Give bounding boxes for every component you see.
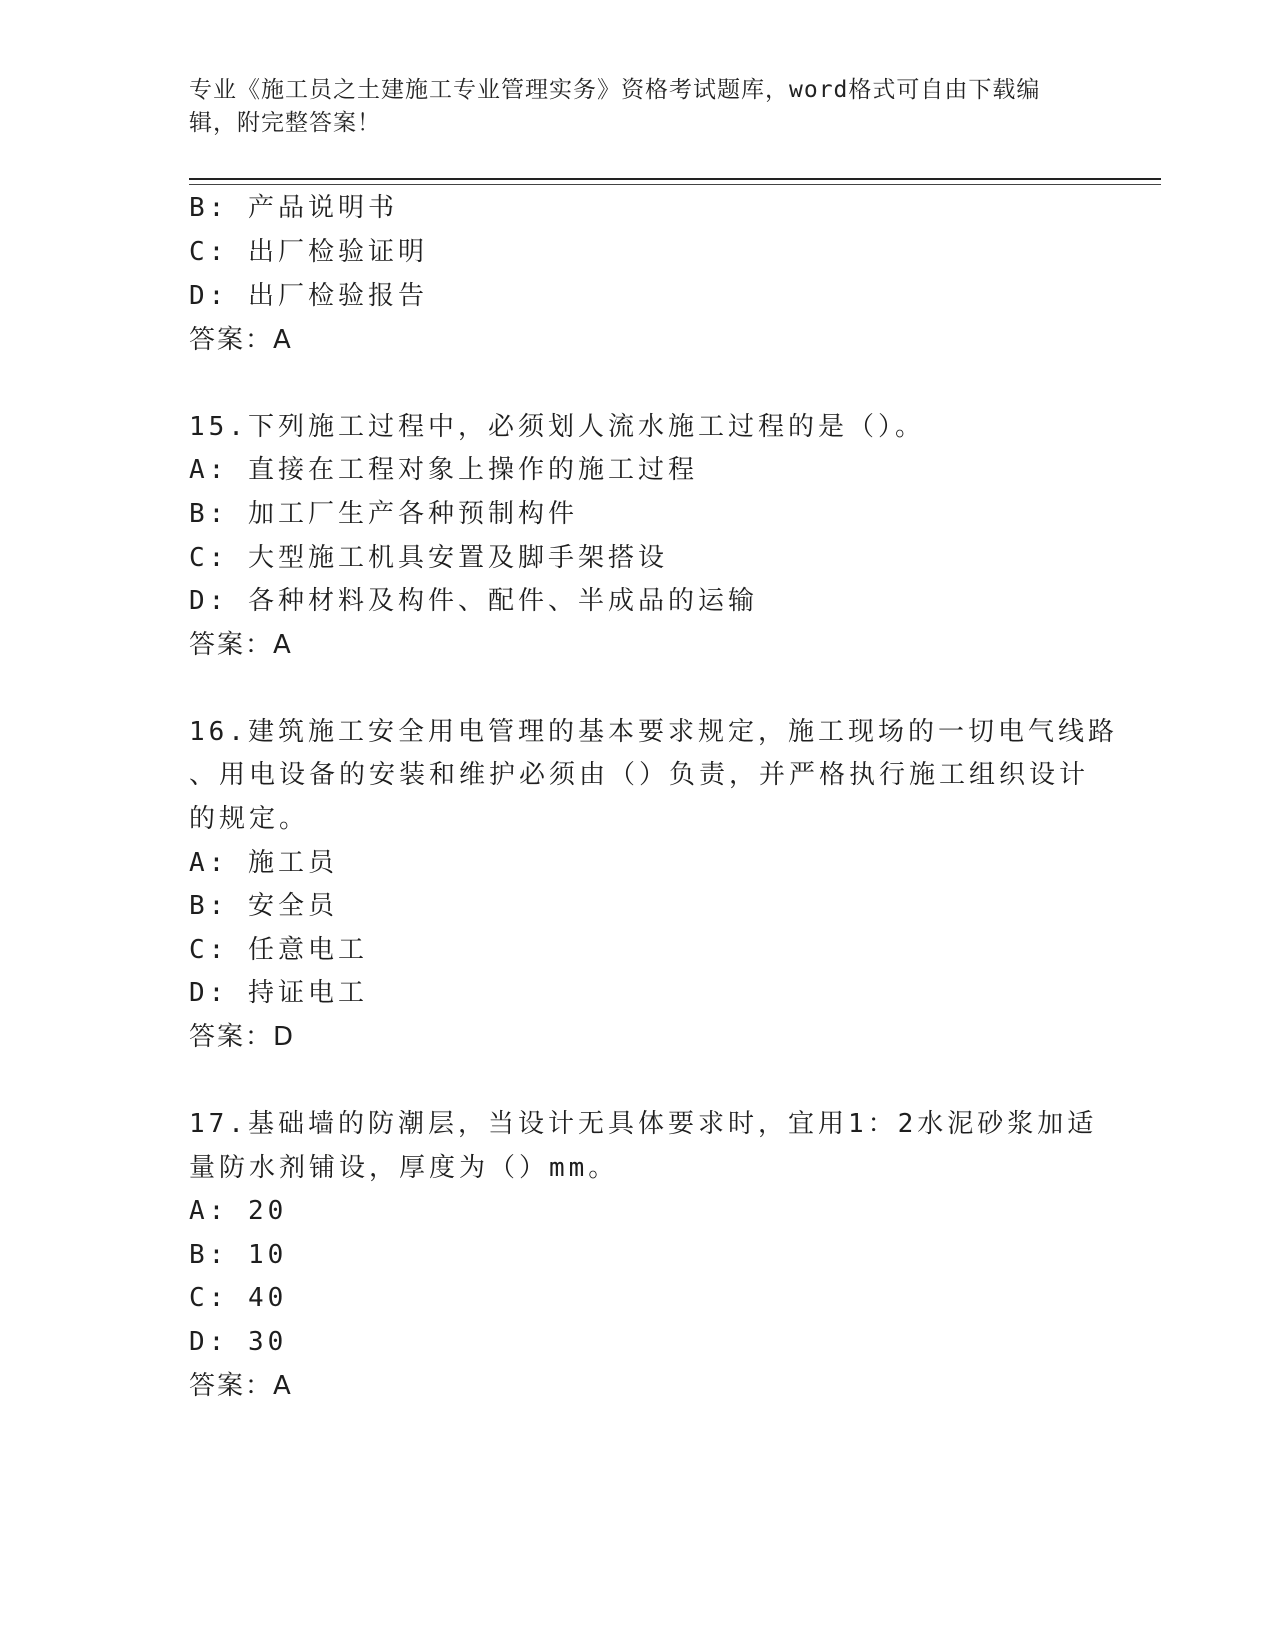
- q14-answer: 答案：A: [189, 325, 293, 355]
- q16-option-c: C: 任意电工: [189, 935, 368, 965]
- header-line-1: 专业《施工员之土建施工专业管理实务》资格考试题库，word格式可自由下载编: [189, 77, 1041, 103]
- q15-stem: 15.下列施工过程中，必须划人流水施工过程的是（）。: [189, 412, 925, 442]
- q16-option-d: D: 持证电工: [189, 978, 368, 1008]
- q15-option-a: A: 直接在工程对象上操作的施工过程: [189, 455, 698, 485]
- q17-answer: 答案：A: [189, 1371, 293, 1401]
- q14-option-d: D: 出厂检验报告: [189, 281, 428, 311]
- q16-option-a: A: 施工员: [189, 848, 338, 878]
- q17-option-b: B: 10: [189, 1240, 288, 1270]
- q16-stem-line-3: 的规定。: [189, 804, 310, 834]
- q14-option-b: B: 产品说明书: [189, 193, 398, 223]
- q16-answer: 答案：D: [189, 1022, 296, 1052]
- q14-option-c: C: 出厂检验证明: [189, 237, 428, 267]
- q15-option-b: B: 加工厂生产各种预制构件: [189, 499, 578, 529]
- q17-option-c: C: 40: [189, 1283, 288, 1313]
- q17-stem-line-2: 量防水剂铺设，厚度为（）mm。: [189, 1153, 619, 1183]
- q17-option-d: D: 30: [189, 1327, 288, 1357]
- header-divider-thin: [189, 184, 1161, 185]
- q16-stem-line-2: 、用电设备的安装和维护必须由（）负责，并严格执行施工组织设计: [189, 760, 1090, 790]
- q17-stem-line-1: 17.基础墙的防潮层，当设计无具体要求时，宜用1：2水泥砂浆加适: [189, 1109, 1098, 1139]
- q16-stem-line-1: 16.建筑施工安全用电管理的基本要求规定，施工现场的一切电气线路: [189, 717, 1118, 747]
- q17-option-a: A: 20: [189, 1196, 288, 1226]
- header-line-2: 辑，附完整答案！: [189, 110, 381, 136]
- q15-answer: 答案：A: [189, 630, 293, 660]
- document-header: [189, 74, 1069, 140]
- q15-option-d: D: 各种材料及构件、配件、半成品的运输: [189, 586, 758, 616]
- q15-option-c: C: 大型施工机具安置及脚手架搭设: [189, 543, 668, 573]
- header-divider-thick: [189, 178, 1161, 180]
- q16-option-b: B: 安全员: [189, 891, 338, 921]
